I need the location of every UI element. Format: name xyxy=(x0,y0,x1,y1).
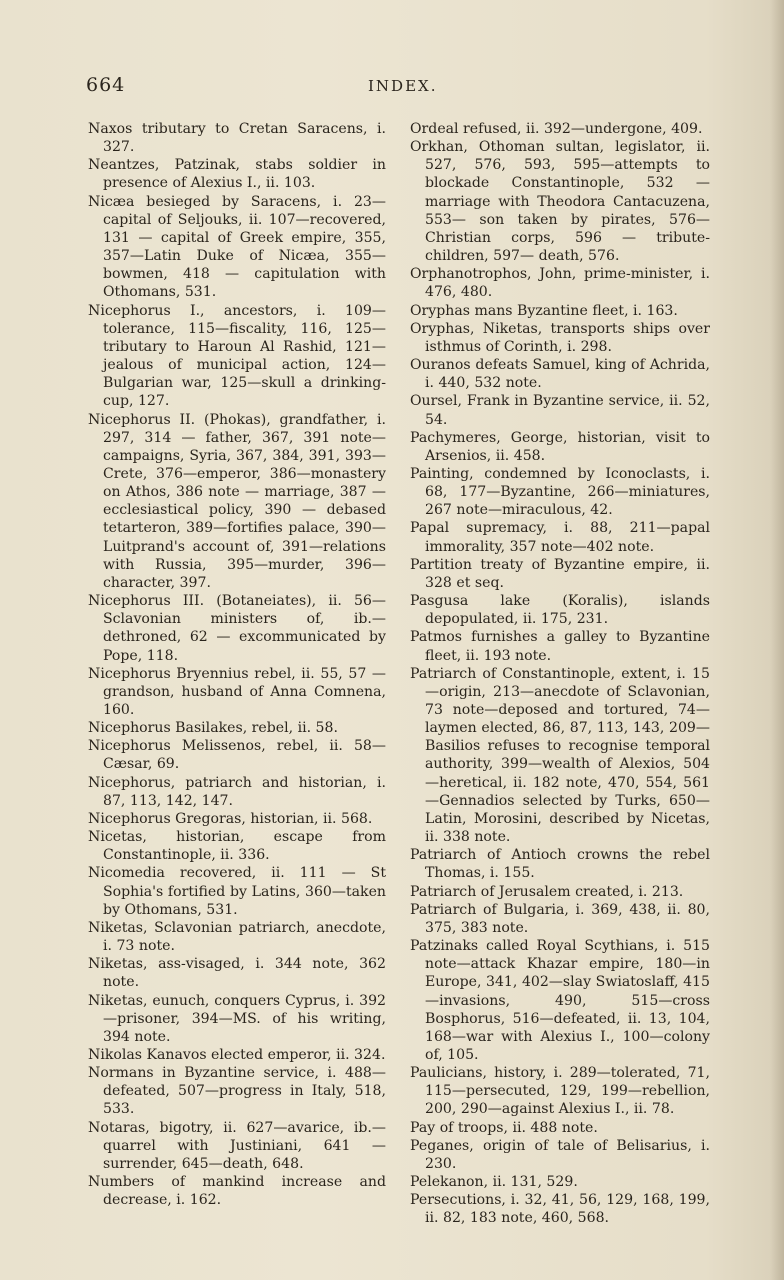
index-entry: Neantzes, Patzinak, stabs soldier in presence of Alexius I., ii. 103. xyxy=(88,157,386,192)
index-entry: Niketas, eunuch, conquers Cyprus, i. 392—prisoner, 394—MS. of his writing, 394 note. xyxy=(88,992,386,1045)
index-entry: Notaras, bigotry, ii. 627—avarice, ib.— quarrel with Justiniani, 641 — surrender, 645—death, 648. xyxy=(88,1119,386,1172)
index-entry: Oryphas mans Byzantine fleet, i. 163. xyxy=(410,302,678,319)
index-entry: Naxos tributary to Cretan Saracens, i. 327. xyxy=(88,121,386,156)
index-entry: Nikolas Kanavos elected emperor, ii. 324. xyxy=(88,1046,386,1063)
index-entry: Orkhan, Othoman sultan, legislator, ii. 527, 576, 593, 595—attempts to blockade Constantinople, 532 — marriage with Theodora Cantacuzena, 553— son taken by pirates, 576—Christian corps, 596 — tribute-children, 597— death, 576. xyxy=(410,139,710,265)
index-entry: Patriarch of Bulgaria, i. 369, 438, ii. 80, 375, 383 note. xyxy=(410,901,710,936)
index-entry: Nicephorus Basilakes, rebel, ii. 58. xyxy=(88,720,338,737)
index-entry: Pasgusa lake (Koralis), islands depopulated, ii. 175, 231. xyxy=(410,593,710,628)
page-number: 664 xyxy=(86,74,126,96)
index-column-left xyxy=(88,120,386,1209)
index-entry: Nicetas, historian, escape from Constantinople, ii. 336. xyxy=(88,829,386,864)
index-entry: Peganes, origin of tale of Belisarius, i. 230. xyxy=(410,1137,710,1172)
index-entry: Painting, condemned by Iconoclasts, i. 68, 177—Byzantine, 266—miniatures, 267 note—miraculous, 42. xyxy=(410,465,710,519)
index-entry: Patzinaks called Royal Scythians, i. 515 note—attack Khazar empire, 180—in Europe, 341, 402—slay Swiatoslaff, 415 —invasions, 490, 515—cross Bosphorus, 516—defeated, ii. 13, 104, 168—war with Alexius I., 100—colony of, 105. xyxy=(410,938,710,1063)
page-edge-shadow xyxy=(770,0,784,1280)
index-entry: Partition treaty of Byzantine empire, ii. 328 et seq. xyxy=(410,556,710,591)
index-entry: Oryphas, Niketas, transports ships over isthmus of Corinth, i. 298. xyxy=(410,320,710,355)
page-header xyxy=(86,74,726,104)
index-entry: Nicæa besieged by Saracens, i. 23—capital of Seljouks, ii. 107—recovered, 131 — capital of Greek empire, 355, 357—Latin Duke of Nicæa, 355—bowmen, 418 — capitulation with Othomans, 531. xyxy=(88,193,386,301)
index-entry: Nicephorus, patriarch and historian, i. 87, 113, 142, 147. xyxy=(88,774,386,809)
index-entry: Patriarch of Jerusalem created, i. 213. xyxy=(410,883,684,900)
index-entry: Normans in Byzantine service, i. 488— defeated, 507—progress in Italy, 518, 533. xyxy=(88,1065,386,1118)
index-entry: Patmos furnishes a galley to Byzantine fleet, ii. 193 note. xyxy=(410,629,710,664)
index-entry: Paulicians, history, i. 289—tolerated, 71, 115—persecuted, 129, 199—rebellion, 200, 290—against Alexius I., ii. 78. xyxy=(410,1065,710,1118)
index-entry: Nicomedia recovered, ii. 111 — St Sophia's fortified by Latins, 360—taken by Othomans, 531. xyxy=(88,865,386,918)
index-entry: Persecutions, i. 32, 41, 56, 129, 168, 199, ii. 82, 183 note, 460, 568. xyxy=(410,1192,710,1227)
index-entry: Papal supremacy, i. 88, 211—papal immorality, 357 note—402 note. xyxy=(410,520,710,555)
index-entry: Ouranos defeats Samuel, king of Achrida, i. 440, 532 note. xyxy=(410,357,710,392)
index-entry: Ordeal refused, ii. 392—undergone, 409. xyxy=(410,121,703,137)
index-entry: Pelekanon, ii. 131, 529. xyxy=(410,1174,578,1191)
index-entry: Oursel, Frank in Byzantine service, ii. 52, 54. xyxy=(410,393,710,428)
index-entry: Numbers of mankind increase and decrease, i. 162. xyxy=(88,1174,386,1209)
running-head: INDEX. xyxy=(368,77,438,95)
index-entry: Nicephorus III. (Botaneiates), ii. 56— Sclavonian ministers of, ib.—dethroned, 62 — excommunicated by Pope, 118. xyxy=(88,593,386,664)
index-entry: Nicephorus II. (Phokas), grandfather, i. 297, 314 — father, 367, 391 note— campaigns, Syria, 367, 384, 391, 393— Crete, 376—emperor, 386—monastery on Athos, 386 note — marriage, 387 —ecclesiastical policy, 390 — debased tetarteron, 389—fortifies palace, 390— Luitprand's account of, 391—relations with Russia, 395—murder, 396—character, 397. xyxy=(88,411,386,591)
index-entry: Orphanotrophos, John, prime-minister, i. 476, 480. xyxy=(410,266,710,301)
index-entry: Nicephorus Bryennius rebel, ii. 55, 57 —grandson, husband of Anna Comnena, 160. xyxy=(88,665,386,718)
index-entry: Nicephorus Gregoras, historian, ii. 568. xyxy=(88,810,373,827)
index-entry: Pay of troops, ii. 488 note. xyxy=(410,1119,598,1136)
index-entry: Nicephorus I., ancestors, i. 109—tolerance, 115—fiscality, 116, 125—tributary to Haroun Al Rashid, 121—jealous of municipal action, 124—Bulgarian war, 125—skull a drinking-cup, 127. xyxy=(88,302,386,410)
index-entry: Patriarch of Antioch crowns the rebel Thomas, i. 155. xyxy=(410,847,710,882)
index-entry: Niketas, Sclavonian patriarch, anecdote, i. 73 note. xyxy=(88,919,386,955)
index-entry: Nicephorus Melissenos, rebel, ii. 58— Cæsar, 69. xyxy=(88,738,386,773)
index-column-right xyxy=(410,120,710,1228)
index-entry: Niketas, ass-visaged, i. 344 note, 362 note. xyxy=(88,956,386,991)
index-entry: Pachymeres, George, historian, visit to Arsenios, ii. 458. xyxy=(410,429,710,464)
index-entry: Patriarch of Constantinople, extent, i. 15 —origin, 213—anecdote of Sclavonian, 73 note—deposed and tortured, 74— laymen elected, 86, 87, 113, 143, 209— Basilios refuses to recognise temporal authority, 399—wealth of Alexios, 504 —heretical, ii. 182 note, 470, 554, 561 —Gennadios selected by Turks, 650— Latin, Morosini, described by Nicetas, ii. 338 note. xyxy=(410,665,710,846)
